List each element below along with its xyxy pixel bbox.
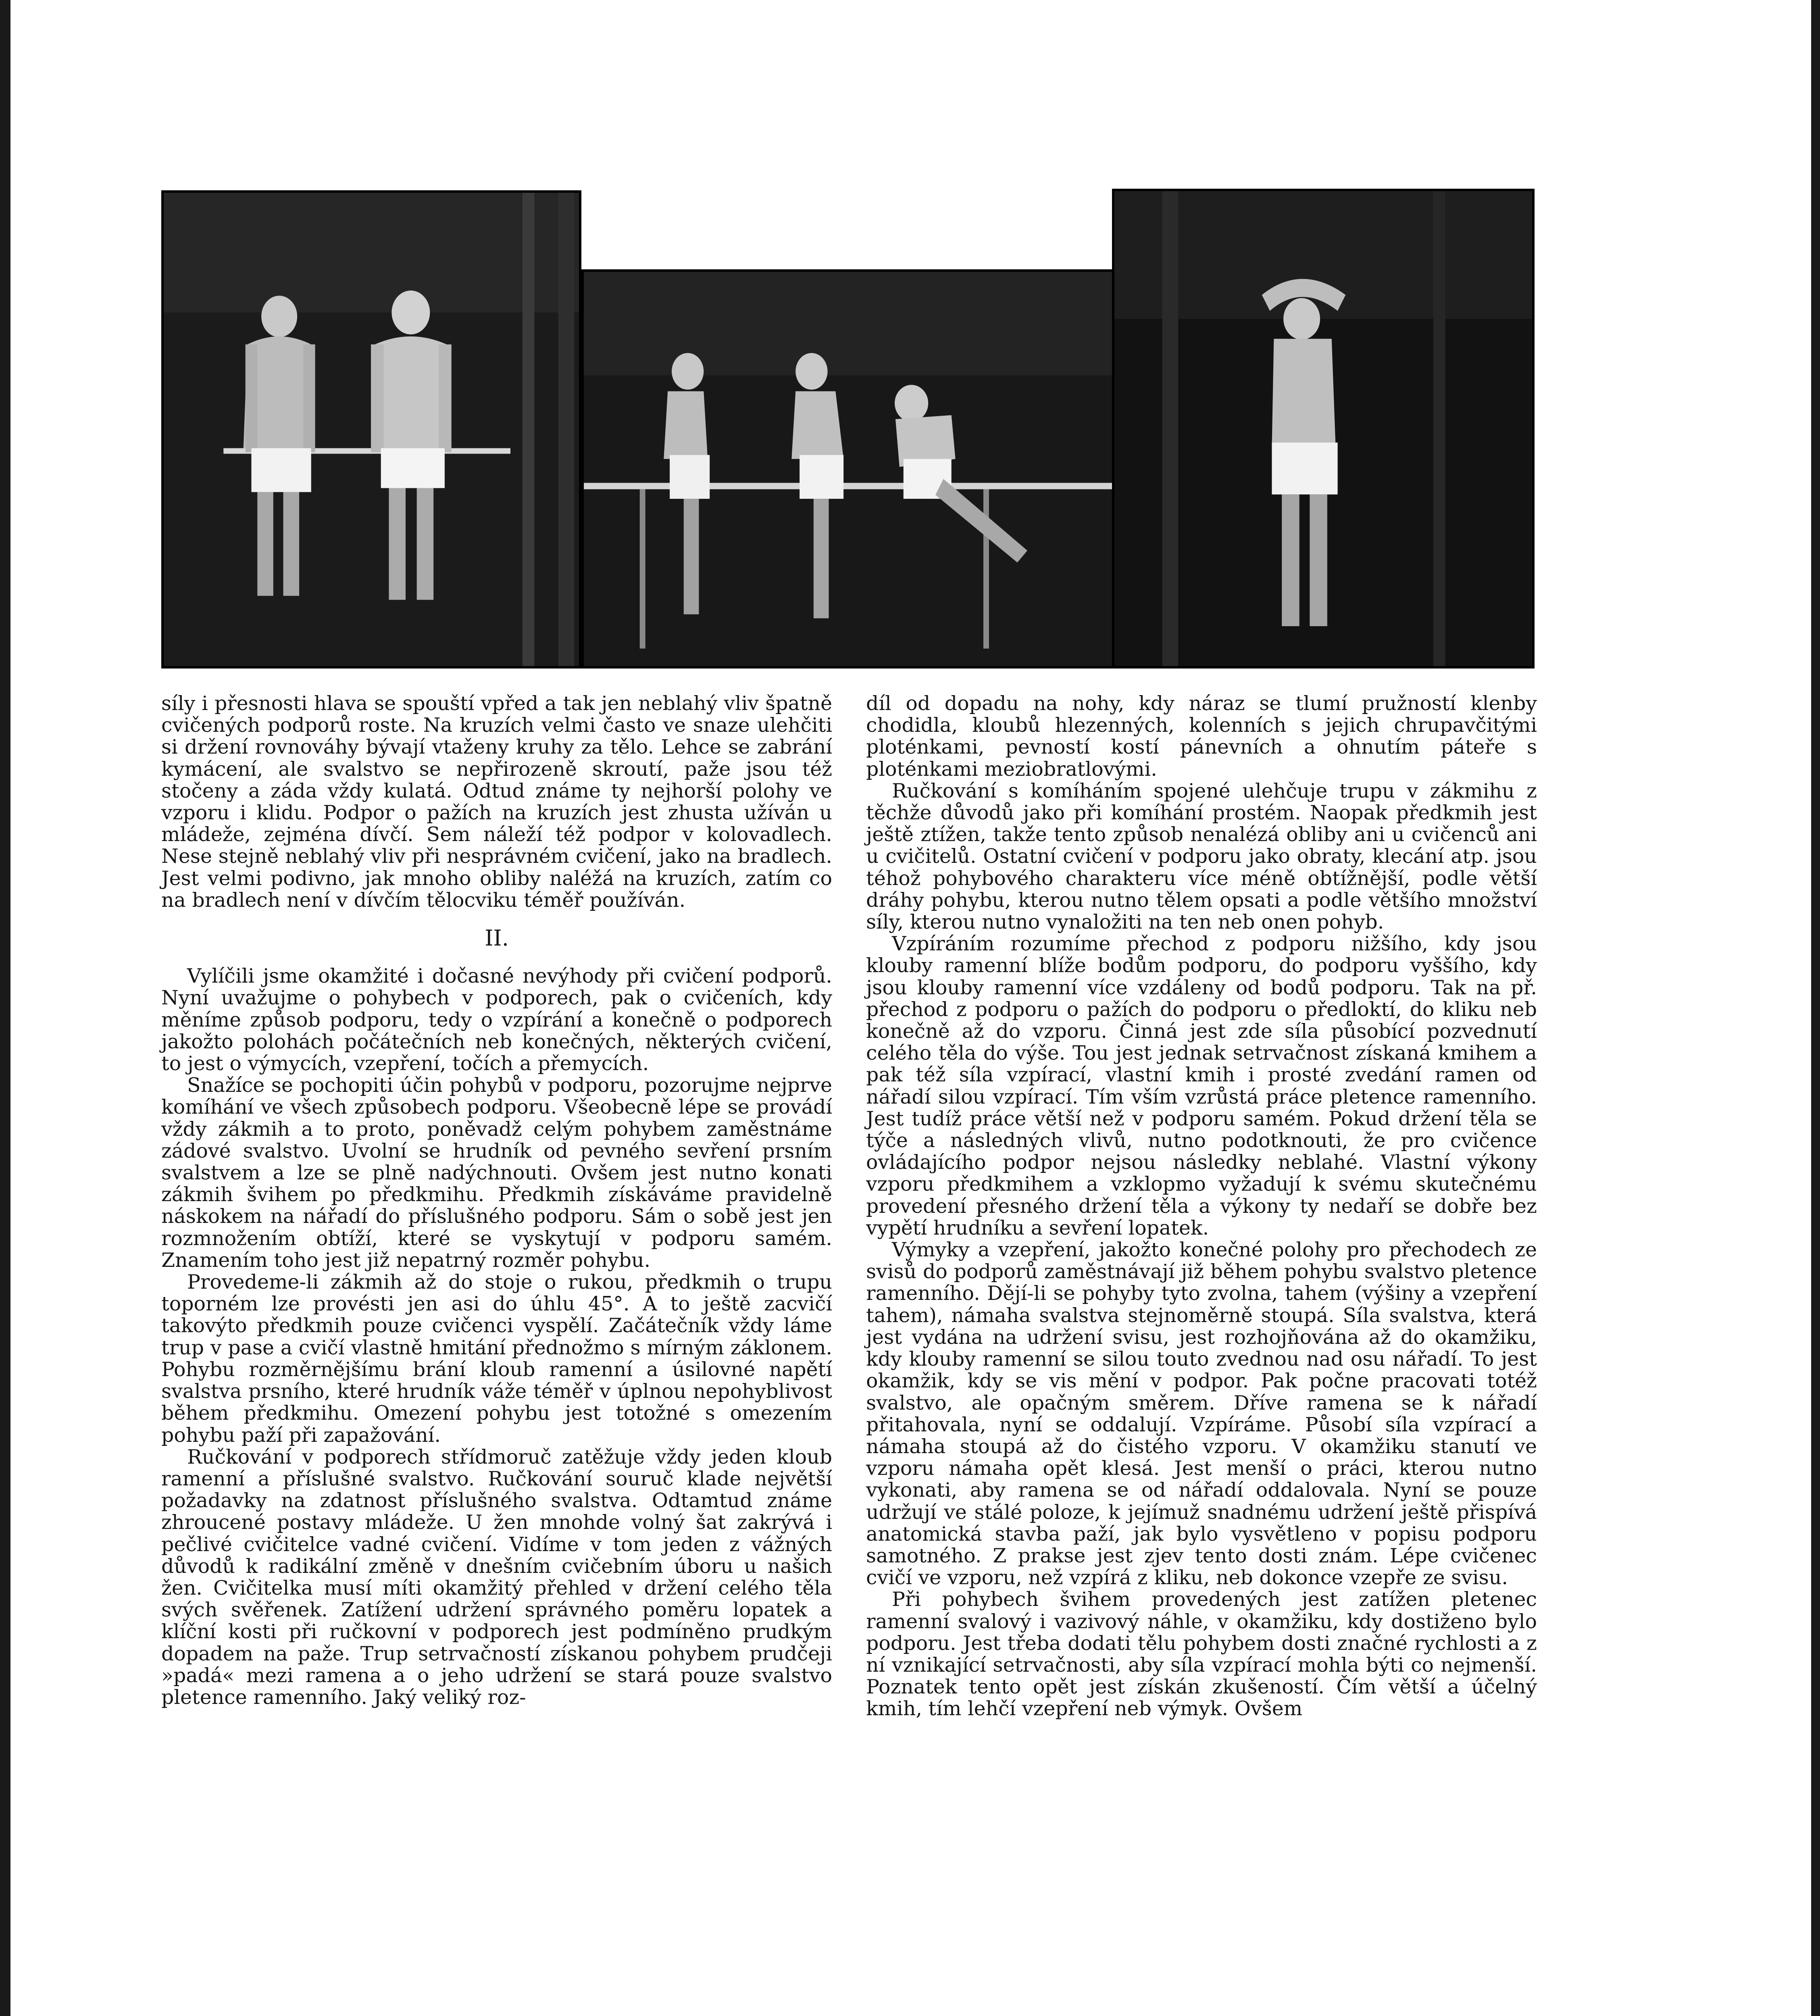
paragraph: Ručkování s komíháním spojené ulehčuje trupu v zákmihu z těchže důvodů jako při komíhání prostém. Naopak předkmih jest ještě ztížen, takže tento způsob nenalézá obliby ani u cvičenců ani u cvičitelů. Ostatní cvičení v podporu jako obraty, klecání atp. jsou téhož pohybového charakteru více méně obtížnější, podle větší dráhy pohybu, kterou nutno tělem opsati a podle většího množství síly, kterou nutno vynaložiti na ten neb onen pohyb. <box>866 779 1537 934</box>
photo-2-illustration <box>584 272 1115 666</box>
paragraph: Provedeme-li zákmih až do stoje o rukou, předkmih o trupu toporném lze provésti jen asi do úhlu 45°. A to ještě zacvičí takovýto předkmih pouze cvičenci vyspělí. Začátečník vždy láme trup v pase a cvičí vlastně hmitání přednožmo s mírným záklonem. Pohybu rozměrnějšímu brání kloub ramenní a úsilovné napětí svalstva prsního, které hrudník váže téměř v úplnou nepohyblivost během předkmihu. Omezení pohybu jest totožné s omezením pohybu paží při zapažování. <box>161 1270 832 1447</box>
text-column-left <box>161 693 832 1708</box>
paragraph: díl od dopadu na nohy, kdy náraz se tlumí pružností klenby chodidla, kloubů hlezenných, kolenních s jejich chrupavčitými ploténkami, pevností kostí pánevních a ohnutím páteře s ploténkami meziobratlovými. <box>866 692 1537 781</box>
paragraph: Při pohybech švihem provedených jest zatížen pletenec ramenní svalový i vazivový náhle, v okamžiku, kdy dostiženo bylo podporu. Jest třeba dodati tělu pohybem dosti značné rychlosti a z ní vznikající setrvačnosti, aby síla vzpírací mohla býti co nejmenší. Poznatek tento opět jest získán zkušeností. Čím větší a účelný kmih, tím lehčí vzepření neb výmyk. Ovšem <box>866 1588 1537 1720</box>
photo-two-gymnasts-support <box>161 190 581 669</box>
paragraph: Ručkování v podporech střídmoruč zatěžuje vždy jeden kloub ramenní a příslušné svalstvo. Ručkování souruč klade největší požadavky na zdatnost příslušného svalstva. Odtamtud známe zhroucené postavy mládeže. U žen mnohde volný šat zakrývá i pečlivé cvičitelce vadné cvičení. Vidíme v tom jeden z vážných důvodů k radikální změně v dnešním cvičebním úboru u našich žen. Cvičitelka musí míti okamžitý přehled v držení celého těla svých svěřenek. Zatížení udržení správného poměru lopatek a klíční kosti při ručkovní v podporech jest podmíněno prudkým dopadem na paže. Trup setrvačností získanou pohybem prudčeji »padá« mezi ramena a o jeho udržení se stará pouze svalstvo pletence ramenního. Jaký veliký roz- <box>161 1445 832 1709</box>
scan-right-edge <box>1811 0 1820 2016</box>
scan-left-edge <box>0 0 10 2016</box>
paragraph: Vzpíráním rozumíme přechod z podporu nižšího, kdy jsou klouby ramenní blíže bodům podporu, do podporu vyššího, kdy jsou klouby ramenní více vzdáleny od bodů podporu. Tak na př. přechod z podporu o pažích do podporu o předloktí, do kliku neb konečně až do vzporu. Činná jest zde síla působící pozvednutí celého těla do výše. Tou jest jednak setrvačnost získaná kmihem a pak též síla vzpírací, vlastní kmih i prosté zvedání ramen od nářadí silou vzpírací. Tím vším vzrůstá práce pletence ramenního. Jest tudíž práce větší než v podporu samém. Pokud držení těla se týče a následných vlivů, nutno podotknouti, že pro cvičence ovládajícího podpor nejsou následky neblahé. Vlastní výkony vzporu předkmihem a vzklopmo vyžadují k svému skutečnému provedení přesného držení těla a výkony ty nedaří se dobře bez vypětí hrudníku a sevření lopatek. <box>866 932 1537 1239</box>
text-column-right <box>866 693 1537 1720</box>
section-heading: II. <box>485 925 509 951</box>
paragraph: Výmyky a vzepření, jakožto konečné polohy pro přechodech ze svisů do podporů zaměstnávají již během pohybu svalstvo pletence ramenního. Dějí-li se pohyby tyto zvolna, tahem (výšiny a vzepření tahem), námaha svalstva stejnoměrně stoupá. Síla svalstva, která jest vydána na udržení svisu, jest rozhojňována až do okamžiku, kdy klouby ramenní se silou touto zvednou nad osu nářadí. To jest okamžik, kdy se vis mění v podpor. Pak počne pracovati totéž svalstvo, ale opačným směrem. Dříve ramena se k nářadí přitahovala, nyní se oddalují. Vzpíráme. Působí síla vzpírací a námaha stoupá až do čistého vzporu. V okamžiku stanutí ve vzporu námaha opět klesá. Jest menší o práci, kterou nutno vykonati, aby ramena se od nářadí oddalovala. Nyní se pouze udržují ve stálé poloze, k jejímuž snadnému udržení ještě přispívá anatomická stavba paží, jak bylo vysvětleno v popisu podporu samotného. Z prakse jest zjev tento dosti znám. Lépe cvičenec cvičí ve vzporu, než vzpírá z kliku, neb dokonce vzepře ze svisu. <box>866 1238 1537 1589</box>
paragraph: Vylíčili jsme okamžité i dočasné nevýhody při cvičení podporů. Nyní uvažujme o pohybech v podporech, pak o cvičeních, kdy měníme způsob podporu, tedy o vzpírání a konečně o podporech jakožto polohách počátečních neb konečných, některých cvičení, to jest o výmycích, vzepření, točích a přemycích. <box>161 964 832 1075</box>
photo-1-illustration <box>164 193 579 666</box>
photo-gymnast-hanging <box>1112 189 1535 669</box>
photo-3-illustration <box>1114 191 1532 666</box>
paragraph: síly i přesnosti hlava se spouští vpřed a tak jen neblahý vliv špatně cvičených podporů roste. Na kruzích velmi často ve snaze ulehčiti si držení rovnováhy bývají vtaženy kruhy za tělo. Lehce se zabrání kymácení, ale svalstvo se nepřirozeně skroutí, paže jsou též stočeny a záda vždy kulatá. Odtud známe ty nejhorší polohy ve vzporu i klidu. Podpor o pažích na kruzích jest zhusta užíván u mládeže, zejména dívčí. Sem náleží též podpor v kolovadlech. Nese stejně neblahý vliv při nesprávném cvičení, jako na bradlech. Jest velmi podivno, jak mnoho obliby naléžá na kruzích, zatím co na bradlech není v dívčím tělocviku téměř používán. <box>161 692 832 912</box>
photo-three-gymnasts-sequence <box>581 269 1118 669</box>
paragraph: Snažíce se pochopiti účin pohybů v podporu, pozorujme nejprve komíhání ve všech způsobech podporu. Všeobecně lépe se provádí vždy zákmih a to proto, poněvadž celým pohybem zaměstnáme zádové svalstvo. Uvolní se hrudník od pevného sevření prsním svalstvem a lze se plně nadýchnouti. Ovšem jest nutno konati zákmih švihem po předkmihu. Předkmih získáváme pravidelně náskokem na nářadí do příslušného podporu. Sám o sobě jest jen rozmnožením obtíží, které se vyskytují v podporu samém. Znamením toho jest již nepatrný rozměr pohybu. <box>161 1074 832 1272</box>
